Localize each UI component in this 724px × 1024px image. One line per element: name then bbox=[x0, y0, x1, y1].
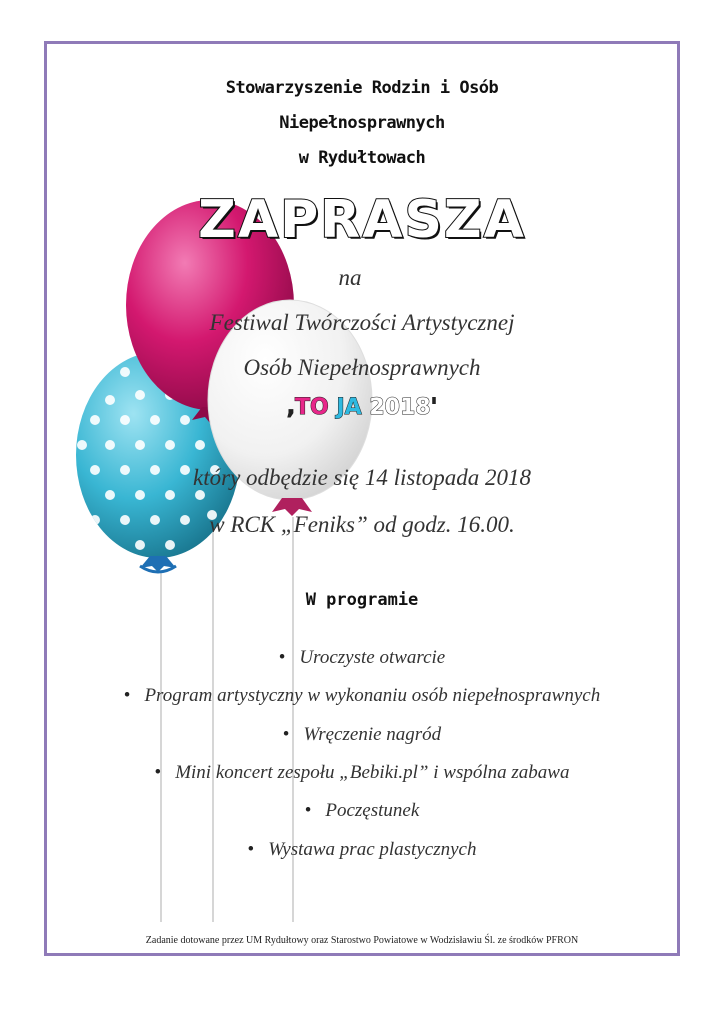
festival-line-1: Festiwal Twórczości Artystycznej bbox=[209, 310, 515, 335]
event-place-line: w RCK „Feniks” od godz. 16.00. bbox=[209, 512, 515, 537]
program-item: • Wręczenie nagród bbox=[60, 724, 664, 746]
program-item: • Wystawa prac plastycznych bbox=[60, 839, 664, 861]
funding-footer: Zadanie dotowane przez UM Rydułtowy oraz Starostwo Powiatowe w Wodzisławiu Śl. ze środków PFRON bbox=[145, 935, 579, 946]
event-quote-open: , bbox=[286, 395, 296, 420]
program-item: • Program artystyczny w wykonaniu osób niepełnosprawnych bbox=[60, 685, 664, 707]
event-date-line: który odbędzie się 14 listopada 2018 bbox=[193, 465, 531, 490]
invite-heading: ZAPRASZA bbox=[198, 190, 526, 250]
program-item: • Mini koncert zespołu „Bebiki.pl” i wspólna zabawa bbox=[60, 762, 664, 784]
event-quote-close: ' bbox=[430, 395, 438, 420]
organization-line-2: Niepełnosprawnych bbox=[279, 113, 445, 133]
intro-na: na bbox=[338, 265, 362, 290]
event-year: 2018 bbox=[369, 395, 431, 420]
event-name bbox=[150, 395, 574, 420]
organization-line-1: Stowarzyszenie Rodzin i Osób bbox=[225, 78, 499, 98]
program-title: W programie bbox=[305, 590, 419, 610]
event-word-to: TO bbox=[295, 395, 329, 420]
festival-line-2: Osób Niepełnosprawnych bbox=[243, 355, 481, 380]
organization-line-3: w Rydułtowach bbox=[298, 148, 426, 168]
event-word-ja: JA bbox=[336, 395, 362, 420]
program-item: • Uroczyste otwarcie bbox=[60, 647, 664, 669]
program-item: • Poczęstunek bbox=[60, 800, 664, 822]
